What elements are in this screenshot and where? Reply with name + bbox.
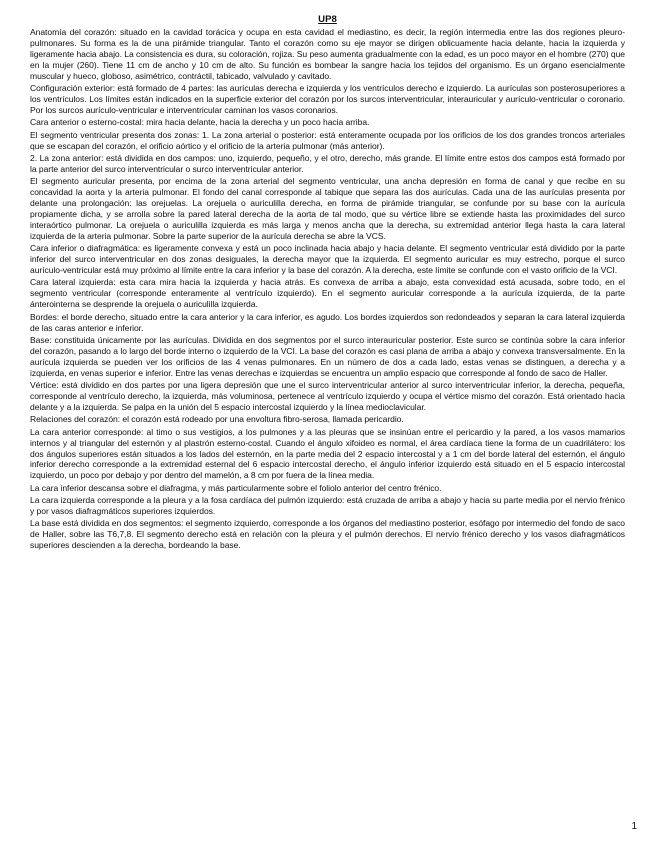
paragraph-relacion-base: La base está dividida en dos segmentos: el segmento izquierdo, corresponde a los órganos del mediastino posterior, esófago por intermedio del fondo de saco de Haller, sobre las T6,7,8. El segmento derecho está en relación con la pleura y el pulmón derechos. El nervio frénico derecho y los vasos diafragmáticos superiores descienden a la derecha, bordeando la base. <box>30 518 625 551</box>
paragraph-relaciones: Relaciones del corazón: el corazón está rodeado por una envoltura fibro-serosa, llamada pericardio. <box>30 414 404 425</box>
paragraph-segmento-ventricular: El segmento ventricular presenta dos zonas: 1. La zona arterial o posterior: está enteramente ocupada por los orificios de los dos grandes troncos arteriales que se escapan del corazón, el orificio aórtico y el orificio de la arteria pulmonar (más anterior). <box>30 129 625 151</box>
paragraph-relacion-cara-izquierda: La cara izquierda corresponde a la pleura y a la fosa cardíaca del pulmón izquierdo: está cruzada de arriba a abajo y hacia su parte media por el nervio frénico y por vasos diafragmáticos superiores izquierdos. <box>30 495 625 517</box>
document-title: UP8 <box>318 14 337 25</box>
paragraph-anatomia: Anatomía del corazón: situado en la cavidad torácica y ocupa en esta cavidad el mediastino, es decir, la región intermedia entre las dos regiones pleuro-pulmonares. Su forma es la de una pirámide triangular. Tanto el corazón como su eje mayor se dirigen oblicuamente hacia delante, hacia la izquierda y ligeramente hacia abajo. La consistencia es dura, su coloración, rojiza. Su peso aumenta gradualmente con la edad, es un poco mayor en el hombre (270) que en la mujer (260). Tiene 11 cm de ancho y 10 cm de alto. Su función es bombear la sangre hacia los tejidos del organismo. Es un órgano esencialmente muscular y hueco, globoso, asimétrico, contráctil, tabicado, valvulado y cavitado. <box>30 27 625 81</box>
page-number: 1 <box>631 821 637 832</box>
paragraph-base: Base: constituida únicamente por las aurículas. Dividida en dos segmentos por el surco interauricular posterior. Este surco se continúa sobre la cara inferior del corazón, pasando a lo largo del borde interno o izquierdo de la VCI. La base del corazón es casi plana de arriba a abajo y convexa transversalmente. En la aurícula izquierda se pueden ver los orificios de las 4 venas pulmonares. En un número de dos a cada lado, estas venas se distinguen, a derecha y a izquierda, en venas superior e inferior. Entre las venas derechas e izquierdas se encuentra un amplio espacio que corresponde al fondo de saco de Haller. <box>30 334 625 378</box>
paragraph-zona-anterior: 2. La zona anterior: está dividida en dos campos: uno, izquierdo, pequeño, y el otro, derecho, más grande. El límite entre estos dos campos está formado por la parte anterior del surco interventricular o surco interventricular anterior. <box>30 152 625 174</box>
document-page <box>30 14 625 553</box>
paragraph-cara-lateral-izquierda: Cara lateral izquierda: esta cara mira hacia la izquierda y hacia atrás. Es convexa de arriba a abajo, esta convexidad está acusada, sobre todo, en el segmento ventricular (corresponde enteramente al ventrículo izquierdo). En el segmento auricular corresponde a la aurícula izquierda, de la parte ánterointerna se desprende la orejuela o auriculilla izquierda. <box>30 277 625 310</box>
paragraph-vertice: Vértice: está dividido en dos partes por una ligera depresión que une el surco interventricular anterior al surco interventricular inferior, la derecha, pequeña, corresponde al ventrículo derecho, la izquierda, más voluminosa, pertenece al ventrículo izquierdo y ocupa el vértice mismo del corazón. Está orientado hacia delante y a la izquierda. Se palpa en la unión del 5 espacio intercostal izquierdo y la línea medioclavicular. <box>30 380 625 412</box>
paragraph-relacion-cara-anterior: La cara anterior corresponde: al timo o sus vestigios, a los pulmones y a las pleuras que se insinúan entre el pericardio y la pared, a los vasos mamarios internos y al triangular del esternón y al plastrón esterno-costal. Cuando el ángulo xifoideo es normal, el área cardíaca tiene la forma de un cuadrilátero: los dos ángulos superiores están situados a los lados del esternón, en la parte media del 2 espacio intercostal y a 1 cm del borde lateral del esternón, el ángulo inferior derecho corresponde a la extremidad esternal del 6 espacio intercostal derecho, el ángulo inferior izquierdo está situado en el 5 espacio intercostal izquierdo, un poco por debajo y por dentro del mamelón, a 8 cm por fuera de la línea media. <box>30 426 625 481</box>
paragraph-bordes: Bordes: el borde derecho, situado entre la cara anterior y la cara inferior, es agudo. Los bordes izquierdos son redondeados y separan la cara lateral izquierda de las caras anterior e inferior. <box>30 311 625 333</box>
paragraph-configuracion-exterior: Configuración exterior: está formado de 4 partes: las aurículas derecha e izquierda y los ventrículos derecho e izquierdo. La aurículas son posterosuperiores a los ventrículos. Los límites están indicados en la superficie exterior del corazón por los surcos interventricular, interauricular y aurículo-ventricular o coronario. Por los surcos aurículo-ventricular e interventricular caminan los vasos coronarios. <box>30 83 625 115</box>
paragraph-cara-inferior: Cara inferior o diafragmática: es ligeramente convexa y está un poco inclinada hacia abajo y hacia delante. El segmento ventricular está dividido por la parte inferior del surco interventricular en dos zonas desiguales, la derecha mayor que la izquierda. El segmento auricular es muy estrecho, porque el surco aurículo-ventricular está muy próximo al límite entre la cara inferior y la base del corazón. A la derecha, este límite se confunde con el vasto orificio de la VCI. <box>30 243 625 276</box>
paragraph-cara-anterior: Cara anterior o esterno-costal: mira hacia delante, hacia la derecha y un poco hacia arriba. <box>30 117 370 128</box>
paragraph-segmento-auricular: El segmento auricular presenta, por encima de la zona arterial del segmento ventricular, una ancha depresión en forma de canal y que recibe en su concavidad la aorta y la arteria pulmonar. El fondo del canal corresponde al tabique que separa las dos aurículas. Cada una de las aurículas presenta por delante una prolongación: las orejuelas. La orejuela o auriculilla derecha, en forma de pirámide triangular, se confunde por su base con la aurícula propiamente dicha, y se arrolla sobre la pared lateral derecha de la aorta de tal modo, que su vértice libre se extiende hasta las proximidades del surco interaórtico pulmonar. La orejuela o auriculilla izquierda es más larga y menos ancha que la derecha, su extremidad anterior llega hasta la cara lateral izquierda de la arteria pulmonar. Sobre la parte superior de la aurícula derecha se abre la VCS. <box>30 176 625 241</box>
paragraph-relacion-cara-inferior: La cara inferior descansa sobre el diafragma, y más particularmente sobre el foliolo anterior del centro frénico. <box>30 482 442 493</box>
